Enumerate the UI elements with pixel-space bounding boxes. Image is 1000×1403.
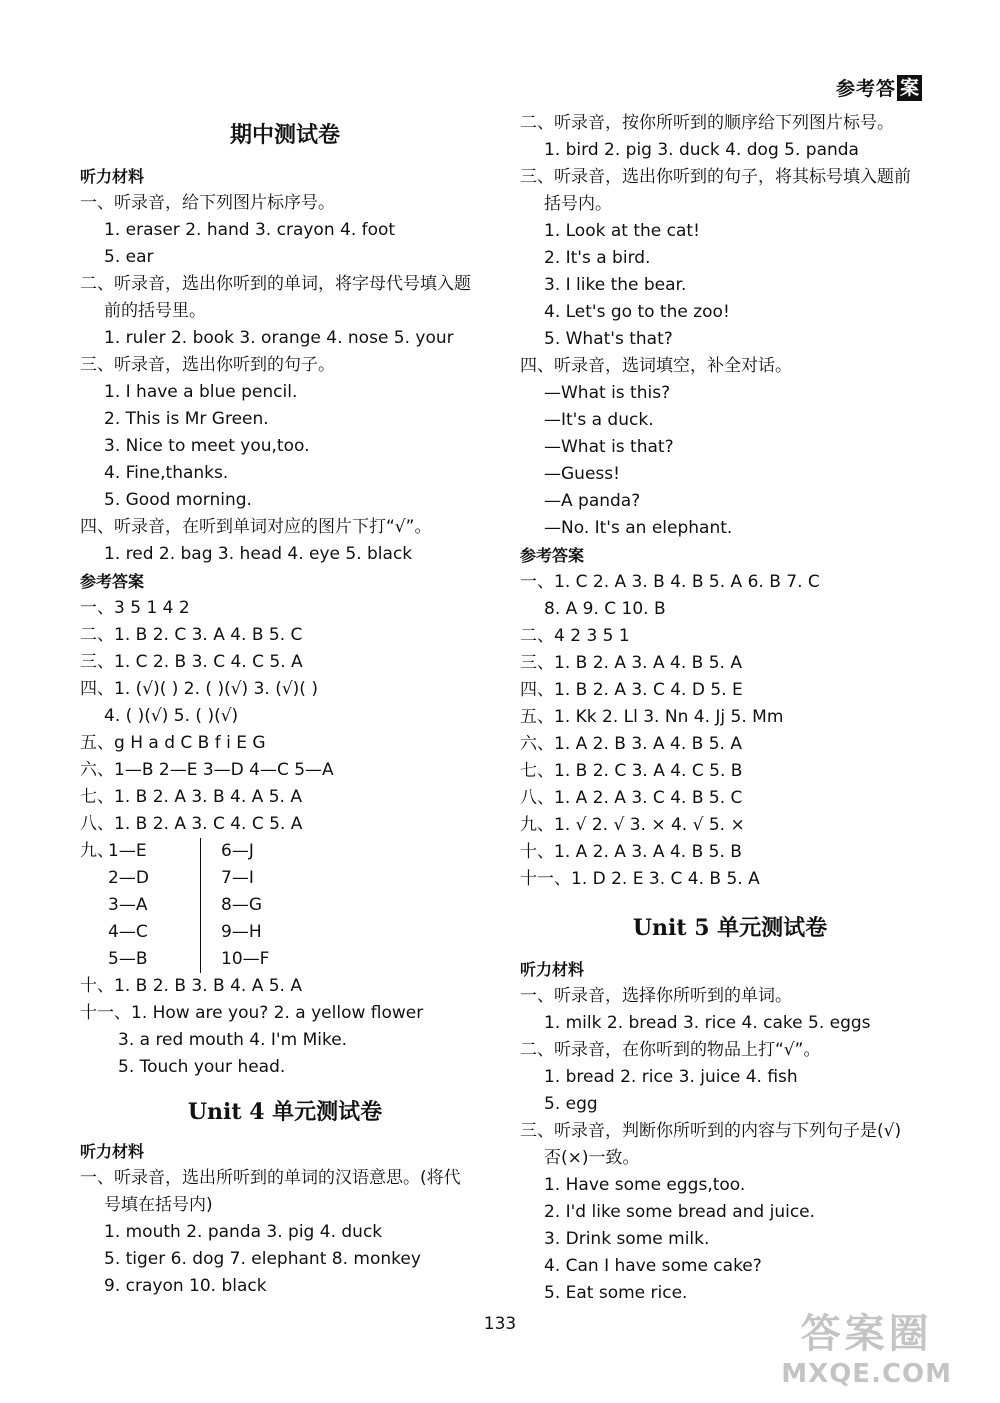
answer-5: 五、g H a d C B f i E G — [80, 733, 266, 753]
unit4-question-1-b: 号填在括号内) — [104, 1195, 213, 1215]
unit5-title: Unit 5 单元测试卷 — [632, 915, 828, 941]
dialogue-line: —It's a duck. — [544, 410, 654, 430]
match-divider — [200, 838, 269, 973]
unit4-words: 9. crayon 10. black — [104, 1276, 267, 1296]
match-left: 1—E — [108, 841, 147, 861]
unit4-listening-label: 听力材料 — [80, 1142, 145, 1161]
answer-6: 六、1—B 2—E 3—D 4—C 5—A — [80, 760, 334, 780]
question-2: 二、听录音，按你所听到的顺序给下列图片标号。 — [520, 113, 894, 133]
answers-label: 参考答案 — [80, 572, 145, 591]
question-2-words: 1. bird 2. pig 3. duck 4. dog 5. panda — [544, 140, 859, 160]
answer-5: 五、1. Kk 2. Ll 3. Nn 4. Jj 5. Mm — [520, 707, 784, 727]
question-2-words: 1. ruler 2. book 3. orange 4. nose 5. your — [104, 328, 454, 348]
sentence: 5. What's that? — [544, 329, 673, 349]
answer-8: 八、1. B 2. A 3. C 4. C 5. A — [80, 814, 303, 834]
question-2-b: 前的括号里。 — [104, 301, 206, 321]
question-4-words: 1. red 2. bag 3. head 4. eye 5. black — [104, 544, 413, 564]
question-4: 四、听录音，在听到单词对应的图片下打“√”。 — [80, 517, 432, 537]
dialogue-line: —A panda? — [544, 491, 641, 511]
match-left: 4—C — [108, 922, 148, 942]
page-number: 133 — [483, 1314, 517, 1334]
unit4-words: 1. mouth 2. panda 3. pig 4. duck — [104, 1222, 383, 1242]
unit5-question-3-a: 三、听录音，判断你所听到的内容与下列句子是(√) — [520, 1121, 902, 1141]
dialogue-line: —What is that? — [544, 437, 674, 457]
dialogue-line: —What is this? — [544, 383, 671, 403]
sentence: 2. It's a bird. — [544, 248, 651, 268]
match-left: 5—B — [108, 949, 148, 969]
right-column — [520, 110, 940, 1307]
unit5-listening-label: 听力材料 — [520, 960, 585, 979]
unit4-question-1-a: 一、听录音，选出所听到的单词的汉语意思。(将代 — [80, 1168, 461, 1188]
sentence: 3. Nice to meet you,too. — [104, 436, 310, 456]
answer-9: 九、1. √ 2. √ 3. × 4. √ 5. × — [520, 815, 745, 835]
answer-9-matching — [80, 838, 490, 973]
answer-4-b: 4. ( )(√) 5. ( )(√) — [104, 706, 239, 726]
answer-11-c: 5. Touch your head. — [118, 1057, 286, 1077]
header-text: 参考答 — [835, 78, 896, 100]
unit5-question-2-words-b: 5. egg — [544, 1094, 598, 1114]
sentence: 5. Eat some rice. — [544, 1283, 688, 1303]
answer-9-label: 九、 — [80, 841, 114, 861]
unit4-words: 5. tiger 6. dog 7. elephant 8. monkey — [104, 1249, 421, 1269]
match-right: 10—F — [221, 949, 270, 969]
question-3-a: 三、听录音，选出你听到的句子，将其标号填入题前 — [520, 167, 911, 187]
question-1: 一、听录音，给下列图片标序号。 — [80, 193, 335, 213]
dialogue-line: —No. It's an elephant. — [544, 518, 733, 538]
answer-3: 三、1. C 2. B 3. C 4. C 5. A — [80, 652, 303, 672]
answer-11-b: 3. a red mouth 4. I'm Mike. — [118, 1030, 348, 1050]
unit5-question-1-words: 1. milk 2. bread 3. rice 4. cake 5. eggs — [544, 1013, 871, 1033]
question-1-words-a: 1. eraser 2. hand 3. crayon 4. foot — [104, 220, 396, 240]
answer-6: 六、1. A 2. B 3. A 4. B 5. A — [520, 734, 742, 754]
answer-10: 十、1. B 2. B 3. B 4. A 5. A — [80, 976, 302, 996]
sentence: 4. Let's go to the zoo! — [544, 302, 730, 322]
listening-material-label: 听力材料 — [80, 167, 145, 186]
answer-11-a: 十一、1. How are you? 2. a yellow flower — [80, 1003, 424, 1023]
answer-2: 二、4 2 3 5 1 — [520, 626, 630, 646]
answer-1-b: 8. A 9. C 10. B — [544, 599, 666, 619]
midterm-title: 期中测试卷 — [229, 122, 340, 148]
sentence: 3. I like the bear. — [544, 275, 687, 295]
answer-1: 一、3 5 1 4 2 — [80, 598, 190, 618]
answers-label: 参考答案 — [520, 546, 585, 565]
question-3-b: 括号内。 — [544, 194, 612, 214]
answer-7: 七、1. B 2. A 3. B 4. A 5. A — [80, 787, 302, 807]
answer-3: 三、1. B 2. A 3. A 4. B 5. A — [520, 653, 742, 673]
sentence: 1. Look at the cat! — [544, 221, 700, 241]
answer-11: 十一、1. D 2. E 3. C 4. B 5. A — [520, 869, 760, 889]
watermark-logo — [781, 1302, 952, 1389]
sentence: 5. Good morning. — [104, 490, 252, 510]
sentence: 2. This is Mr Green. — [104, 409, 269, 429]
answer-8: 八、1. A 2. A 3. C 4. B 5. C — [520, 788, 743, 808]
question-1-words-b: 5. ear — [104, 247, 154, 267]
match-right: 7—I — [221, 868, 254, 888]
match-right: 9—H — [221, 922, 262, 942]
question-3: 三、听录音，选出你听到的句子。 — [80, 355, 335, 375]
question-2-a: 二、听录音，选出你听到的单词，将字母代号填入题 — [80, 274, 471, 294]
sentence: 1. I have a blue pencil. — [104, 382, 298, 402]
sentence: 1. Have some eggs,too. — [544, 1175, 746, 1195]
unit5-question-1: 一、听录音，选择你所听到的单词。 — [520, 986, 792, 1006]
answer-7: 七、1. B 2. C 3. A 4. C 5. B — [520, 761, 743, 781]
sentence: 2. I'd like some bread and juice. — [544, 1202, 816, 1222]
match-left: 2—D — [108, 868, 149, 888]
sentence: 4. Fine,thanks. — [104, 463, 229, 483]
left-column — [80, 110, 490, 1300]
page-header — [836, 74, 922, 101]
answer-10: 十、1. A 2. A 3. A 4. B 5. B — [520, 842, 742, 862]
sentence: 4. Can I have some cake? — [544, 1256, 762, 1276]
answer-1-a: 一、1. C 2. A 3. B 4. B 5. A 6. B 7. C — [520, 572, 820, 592]
unit4-title: Unit 4 单元测试卷 — [187, 1099, 383, 1125]
watermark-line-1: 答案圈 — [800, 1311, 933, 1357]
unit5-question-2: 二、听录音，在你听到的物品上打“√”。 — [520, 1040, 821, 1060]
answer-4: 四、1. B 2. A 3. C 4. D 5. E — [520, 680, 743, 700]
match-right: 8—G — [221, 895, 262, 915]
match-right: 6—J — [221, 841, 254, 861]
sentence: 3. Drink some milk. — [544, 1229, 710, 1249]
watermark-line-2: MXQE.COM — [781, 1359, 952, 1389]
header-box: 案 — [897, 75, 922, 101]
answer-4-a: 四、1. (√)( ) 2. ( )(√) 3. (√)( ) — [80, 679, 318, 699]
answer-2: 二、1. B 2. C 3. A 4. B 5. C — [80, 625, 303, 645]
unit5-question-3-b: 否(×)一致。 — [544, 1148, 640, 1168]
question-4: 四、听录音，选词填空，补全对话。 — [520, 356, 792, 376]
match-left: 3—A — [108, 895, 148, 915]
dialogue-line: —Guess! — [544, 464, 620, 484]
unit5-question-2-words-a: 1. bread 2. rice 3. juice 4. fish — [544, 1067, 798, 1087]
